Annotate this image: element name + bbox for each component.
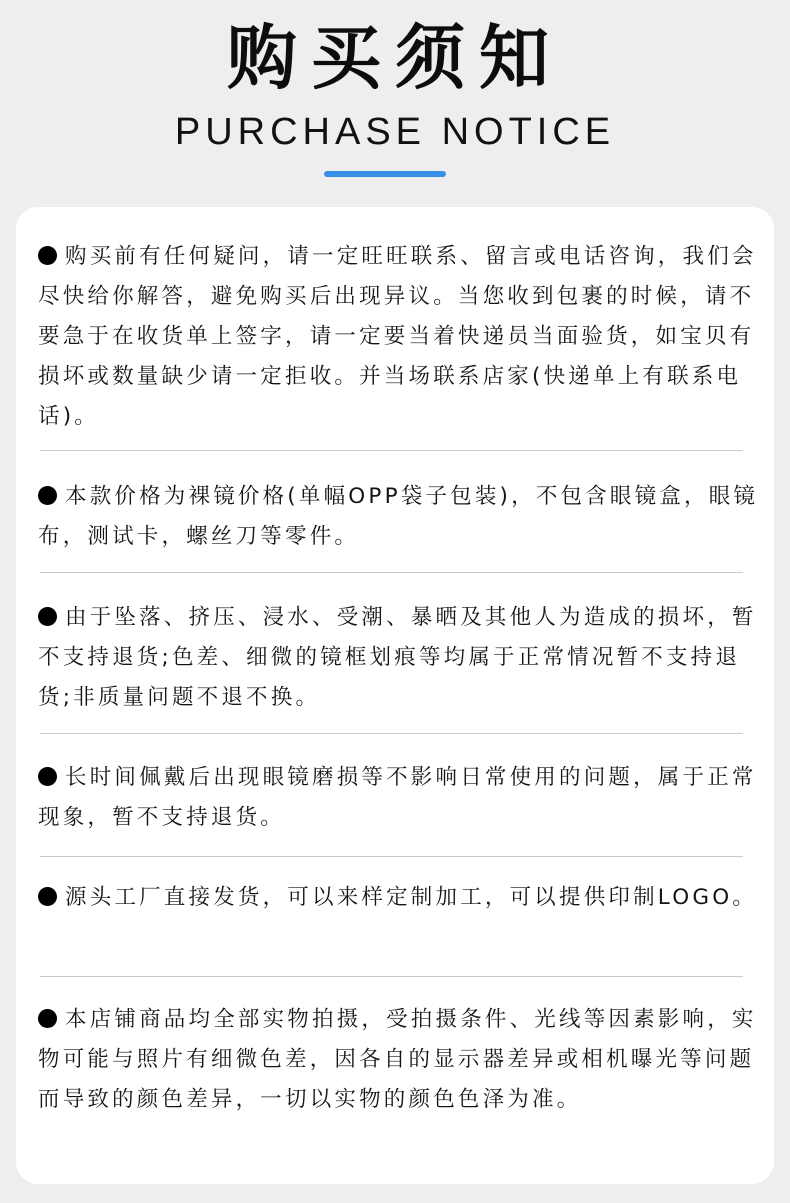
notice-item-inspection [38,237,762,437]
divider [40,733,743,734]
page-subtitle: PURCHASE NOTICE [174,111,616,153]
notice-item-price-scope [38,477,762,557]
notice-text: 由于坠落、挤压、浸水、受潮、暴晒及其他人为造成的损坏，暂不支持退货;色差、细微的镜框划痕等均属于正常情况暂不支持退货;非质量问题不退不换。 [38,605,757,710]
notice-text: 本店铺商品均全部实物拍摄，受拍摄条件、光线等因素影响，实物可能与照片有细微色差，因各自的显示器差异或相机曝光等问题而导致的颜色差异，一切以实物的颜色色泽为准。 [38,1007,757,1112]
bullet-dot-icon [38,767,57,786]
notice-card [16,207,774,1184]
bullet-dot-icon [38,607,57,626]
notice-text: 长时间佩戴后出现眼镜磨损等不影响日常使用的问题，属于正常现象，暂不支持退货。 [38,765,757,830]
page-title: 购买须知 [227,17,563,99]
notice-item-damage-policy [38,598,762,718]
notice-item-custom-logo [38,878,762,918]
divider [40,572,743,573]
divider [40,976,743,977]
notice-text: 购买前有任何疑问，请一定旺旺联系、留言或电话咨询，我们会尽快给你解答，避免购买后出现异议。当您收到包裹的时候，请不要急于在收货单上签字，请一定要当着快递员当面验货，如宝贝有损坏或数量缺少请一定拒收。并当场联系店家(快递单上有联系电话)。 [38,244,757,429]
divider [40,450,743,451]
divider [40,856,743,857]
notice-item-wear-policy [38,758,762,838]
notice-text: 本款价格为裸镜价格(单幅OPP袋子包装)，不包含眼镜盒，眼镜布，测试卡，螺丝刀等零件。 [38,484,759,549]
bullet-dot-icon [38,246,57,265]
title-accent-bar [324,171,446,177]
bullet-dot-icon [38,887,57,906]
notice-item-color-difference [38,1000,762,1120]
bullet-dot-icon [38,486,57,505]
notice-text: 源头工厂直接发货，可以来样定制加工，可以提供印制LOGO。 [65,885,758,910]
bullet-dot-icon [38,1009,57,1028]
